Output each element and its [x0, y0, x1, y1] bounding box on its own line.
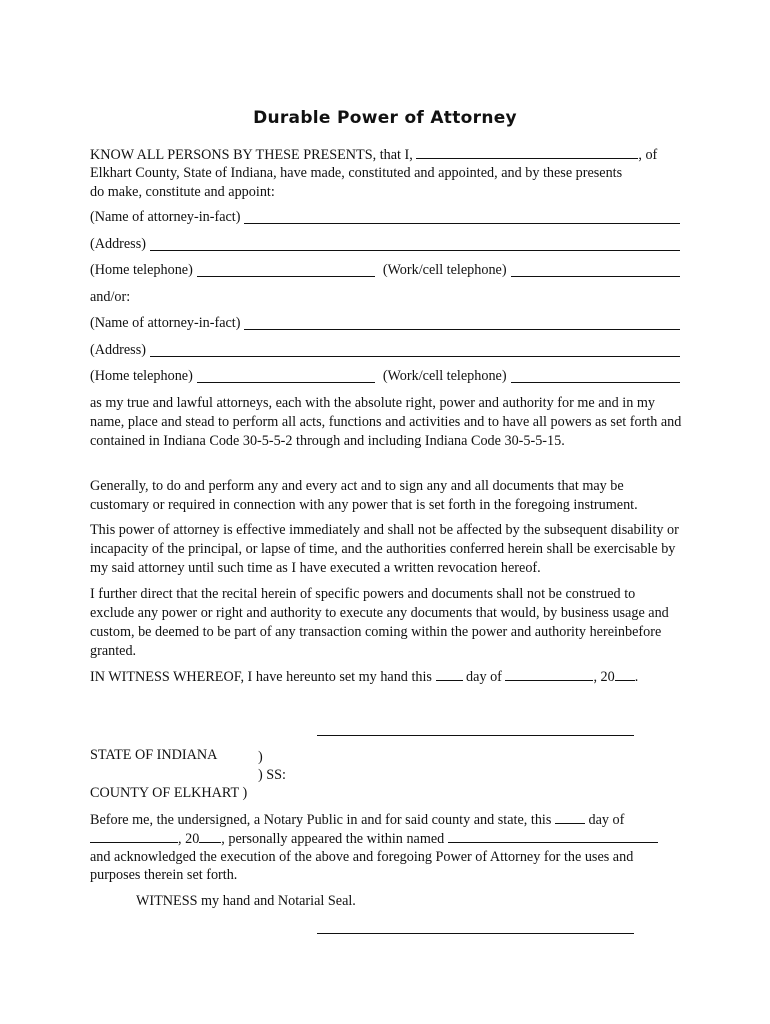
- document-title: Durable Power of Attorney: [253, 108, 517, 128]
- powers-paragraph: as my true and lawful attorneys, each with the absolute right, power and authority for me and in my name, place and stead to perform all acts, functions and activities and to have all powers as set forth and contained in Indiana Code 30-5-5-2 through and including Indiana Code 30-5-5-15.: [90, 395, 682, 449]
- notary-line-4: purposes therein set forth.: [90, 867, 238, 883]
- notary-line-3: and acknowledged the execution of the above and foregoing Power of Attorney for the uses and: [90, 849, 634, 865]
- further-direct-paragraph: I further direct that the recital herein of specific powers and documents shall not be construed to exclude any power or right and authority to execute any documents that would, by business usage and custom, be deemed to be part of any transaction coming within the power and authority hereinbefore granted.: [90, 586, 669, 659]
- attorney2-name-row: [90, 314, 680, 333]
- attorney2-address-field[interactable]: [150, 342, 680, 357]
- attorney1-address-row: [90, 235, 680, 254]
- attorney2-name-field[interactable]: [244, 315, 680, 330]
- notary-appeared-name-field[interactable]: [448, 829, 658, 843]
- attorney2-work-phone-field[interactable]: [511, 368, 680, 383]
- attorney1-home-phone-label: (Home telephone): [90, 262, 193, 278]
- witness-month-field[interactable]: [505, 667, 593, 681]
- venue-county: COUNTY OF ELKHART ): [90, 785, 248, 801]
- notary-text-a: Before me, the undersigned, a Notary Public in and for said county and state, this: [90, 812, 552, 828]
- venue-paren: ): [258, 749, 263, 765]
- attorney2-home-phone-field[interactable]: [197, 368, 375, 383]
- attorney2-address-label: (Address): [90, 342, 146, 358]
- witness-text-d: .: [634, 669, 639, 685]
- generally-paragraph: Generally, to do and perform any and every act and to sign any and all documents that may be customary or required in connection with any power that is set forth in the foregoing instrument.: [90, 478, 638, 513]
- notary-year-field[interactable]: [199, 829, 221, 843]
- attorney2-name-label: (Name of attorney-in-fact): [90, 315, 241, 331]
- principal-signature-line[interactable]: [317, 735, 634, 736]
- witness-text-c: , 20: [593, 669, 615, 685]
- intro-line-1: [90, 145, 657, 165]
- witness-day-field[interactable]: [436, 667, 463, 681]
- notary-month-field[interactable]: [90, 829, 178, 843]
- attorney1-phone-row: [90, 261, 680, 280]
- notary-text-b: day of: [588, 812, 625, 828]
- attorney1-address-label: (Address): [90, 236, 146, 252]
- notary-signature-line[interactable]: [317, 933, 634, 934]
- notary-line-1: [90, 810, 624, 830]
- attorney2-work-phone-label: (Work/cell telephone): [382, 368, 507, 384]
- attorney1-home-phone-field[interactable]: [197, 262, 375, 277]
- witness-text-b: day of: [466, 669, 502, 685]
- notary-line-2: [90, 829, 658, 849]
- notary-text-c: , 20: [178, 831, 200, 847]
- venue-ss: ) SS:: [258, 767, 286, 783]
- witness-text-a: IN WITNESS WHEREOF, I have hereunto set my hand this: [90, 669, 432, 685]
- intro-line-2: Elkhart County, State of Indiana, have made, constituted and appointed, and by these presents: [90, 165, 623, 181]
- attorney2-home-phone-label: (Home telephone): [90, 368, 193, 384]
- intro-text-after: , of: [638, 147, 658, 163]
- witness-seal-text: WITNESS my hand and Notarial Seal.: [136, 893, 356, 909]
- attorney1-address-field[interactable]: [150, 236, 680, 251]
- intro-line-3: do make, constitute and appoint:: [90, 184, 275, 200]
- effective-paragraph: This power of attorney is effective immediately and shall not be affected by the subsequent disability or incapacity of the principal, or lapse of time, and the authorities conferred herein shall be exercisable by my said attorney until such time as I have executed a written revocation hereof.: [90, 522, 679, 576]
- and-or-label: and/or:: [90, 289, 131, 305]
- notary-day-field[interactable]: [555, 810, 585, 824]
- attorney1-work-phone-label: (Work/cell telephone): [382, 262, 507, 278]
- attorney1-name-row: [90, 208, 680, 227]
- attorney2-phone-row: [90, 367, 680, 386]
- attorney1-name-label: (Name of attorney-in-fact): [90, 209, 241, 225]
- notary-text-d: , personally appeared the within named: [221, 831, 445, 847]
- attorney1-name-field[interactable]: [244, 209, 680, 224]
- attorney1-work-phone-field[interactable]: [511, 262, 680, 277]
- venue-state: STATE OF INDIANA: [90, 747, 218, 763]
- witness-line: [90, 667, 638, 687]
- intro-text-before: KNOW ALL PERSONS BY THESE PRESENTS, that I,: [90, 147, 413, 163]
- witness-year-field[interactable]: [615, 667, 635, 681]
- principal-name-field[interactable]: [416, 145, 638, 159]
- attorney2-address-row: [90, 341, 680, 360]
